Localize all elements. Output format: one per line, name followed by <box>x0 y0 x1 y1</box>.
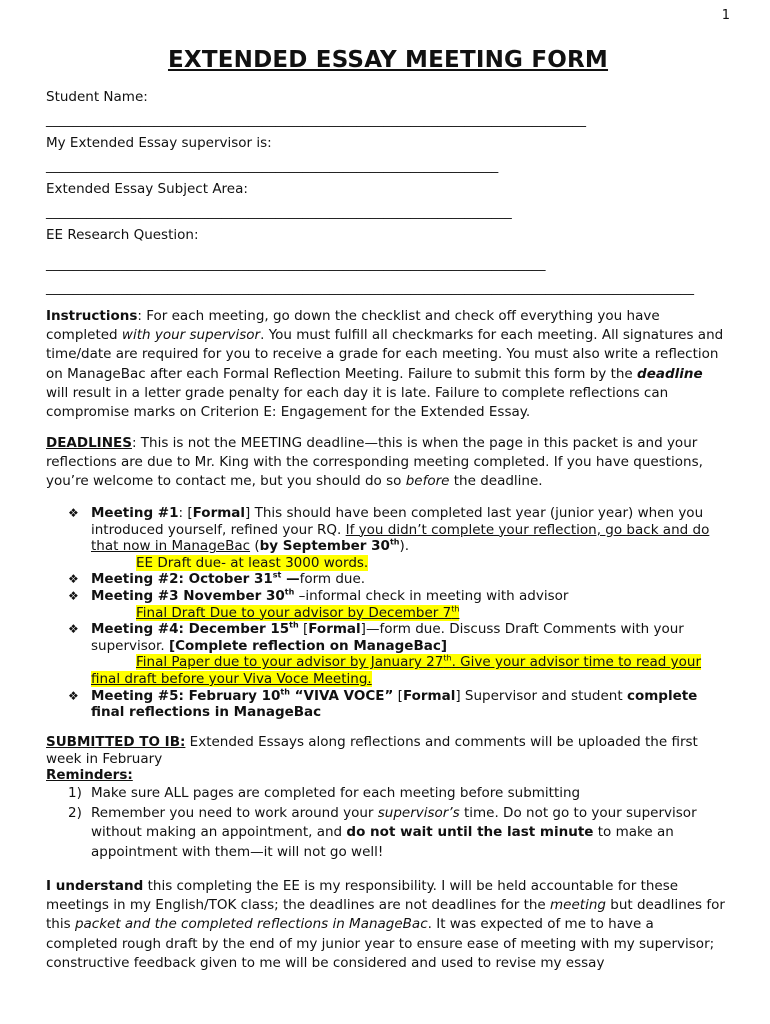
student-name-line: ________________________________________________________________________________ <box>46 112 586 128</box>
subject-area-label: Extended Essay Subject Area: <box>46 181 248 197</box>
deadlines-paragraph: DEADLINES: This is not the MEETING deadline—this is when the page in this packet is and your reflections are due to Mr. King with the corresponding meeting completed. If you have questions, you’re welcome to contact me, but you should do so before the deadline. <box>46 435 703 489</box>
diamond-bullet-icon: ❖ <box>68 506 79 520</box>
meeting-2-item: ❖ Meeting #2: October 31st —form due. <box>68 570 366 588</box>
meeting-3-item: ❖ Meeting #3 November 30th –informal check in meeting with advisor Final Draft Due to your advisor by December 7th <box>68 587 569 621</box>
final-draft-highlight: Final Draft Due to your advisor by December 7th <box>136 604 460 621</box>
diamond-bullet-icon: ❖ <box>68 572 79 587</box>
page-title: EXTENDED ESSAY MEETING FORM <box>167 47 609 73</box>
research-question-line-2: ________________________________________________________________________________________________ <box>46 280 694 296</box>
supervisor-line: ___________________________________________________________________ <box>46 158 499 174</box>
ee-draft-highlight: EE Draft due- at least 3000 words. <box>136 554 369 571</box>
meeting-5-item: ❖ Meeting #5: February 10th “VIVA VOCE” [Formal] Supervisor and student complete final reflections in ManageBac <box>68 687 698 721</box>
research-question-line-1: __________________________________________________________________________ <box>46 256 546 272</box>
supervisor-label: My Extended Essay supervisor is: <box>46 135 272 151</box>
meetings-list <box>68 505 728 721</box>
reflection-reminder-link: If you didn’t complete your reflection, go back and do that now in ManageBac <box>91 521 710 555</box>
deadlines-label: DEADLINES <box>46 435 132 451</box>
meeting-4-item: ❖ Meeting #4: December 15th [Formal]—form due. Discuss Draft Comments with your supervisor. [Complete reflection on ManageBac] Final Paper due to your advisor by January 27th. Give your advisor time to read your final draft before your Viva Voce Meeting. <box>68 620 702 687</box>
list-item: 2) Remember you need to work around your supervisor’s time. Do not go to your supervisor without making an appointment, and do not wait until the last minute to make an appointment with them—it will not go well! <box>68 804 697 860</box>
understand-paragraph: I understand this completing the EE is my responsibility. I will be held accountable for these meetings in my English/TOK class; the deadlines are not deadlines for the meeting but deadlines for this packet and the completed reflections in ManageBac. It was expected of me to have a completed rough draft by the end of my junior year to ensure ease of meeting with my supervisor; constructive feedback given to me will be considered and used to revise my essay <box>46 878 725 971</box>
research-question-label: EE Research Question: <box>46 227 199 243</box>
reminders-heading: Reminders: <box>46 767 133 783</box>
subject-area-line: _____________________________________________________________________ <box>46 204 512 220</box>
diamond-bullet-icon: ❖ <box>68 588 79 603</box>
submitted-label: SUBMITTED TO IB: <box>46 734 186 750</box>
student-name-label: Student Name: <box>46 89 148 105</box>
reminders-list <box>68 784 728 862</box>
diamond-bullet-icon: ❖ <box>68 622 79 637</box>
diamond-bullet-icon: ❖ <box>68 688 79 703</box>
final-paper-highlight: Final Paper due to your advisor by January 27th. Give your advisor time to read your final draft before your Viva Voce Meeting. <box>91 653 702 687</box>
instructions-label: Instructions <box>46 308 138 324</box>
meeting-1-item: ❖ Meeting #1: [Formal] This should have been completed last year (junior year) when you introduced yourself, refined your RQ. If you didn’t complete your reflection, go back and do that now in ManageBac (by September 30th). EE Draft due- at least 3000 words. <box>68 505 710 571</box>
page-number: 1 <box>721 8 730 23</box>
instructions-paragraph: Instructions: For each meeting, go down the checklist and check off everything you have completed with your supervisor. You must fulfill all checkmarks for each meeting. All signatures and time/date are required for you to receive a grade for each meeting. You must also write a reflection on ManageBac after each Formal Reflection Meeting. Failure to submit this form by the deadline will result in a letter grade penalty for each day it is late. Failure to complete reflections can compromise marks on Criterion E: Engagement for the Extended Essay. <box>46 308 724 421</box>
submitted-paragraph: SUBMITTED TO IB: Extended Essays along reflections and comments will be uploaded the first week in February <box>46 734 698 767</box>
understand-label: I understand <box>46 878 144 894</box>
list-item: 1) Make sure ALL pages are completed for each meeting before submitting <box>68 785 581 801</box>
